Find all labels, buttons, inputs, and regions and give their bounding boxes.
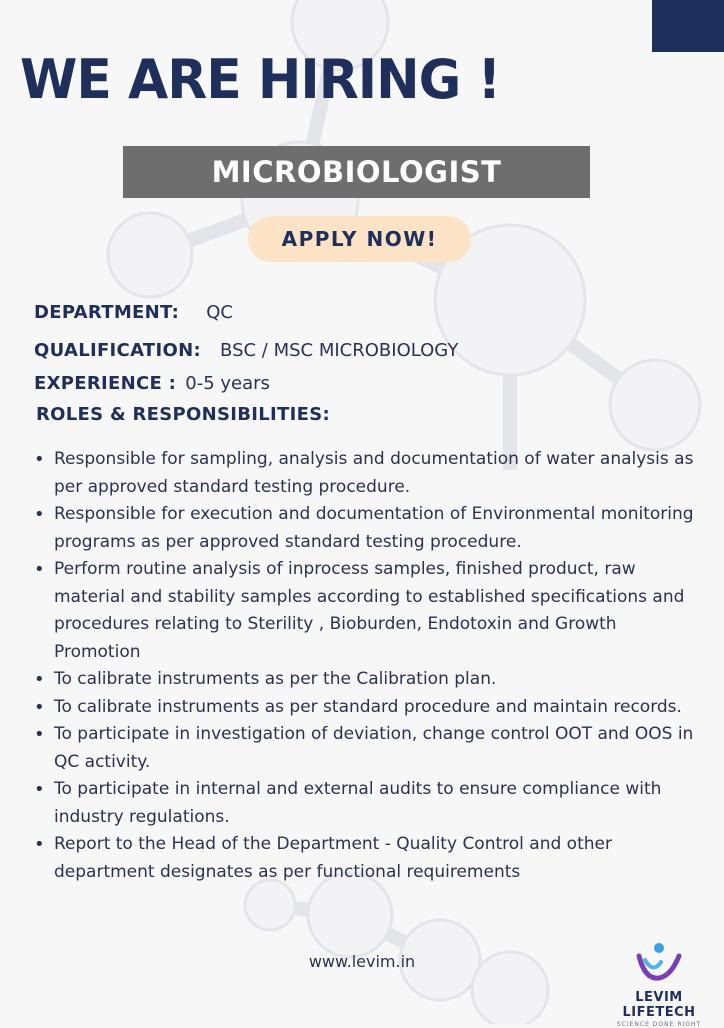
company-logo bbox=[600, 940, 718, 1028]
experience-value: 0-5 years bbox=[185, 373, 270, 394]
list-item: • Report to the Head of the Department - Quality Control and other department designates as per functional requirements bbox=[24, 831, 704, 886]
qualification-value: BSC / MSC MICROBIOLOGY bbox=[220, 340, 459, 361]
job-title: MICROBIOLOGIST bbox=[211, 155, 502, 189]
corner-accent-block bbox=[652, 0, 724, 52]
experience-label: EXPERIENCE : bbox=[34, 373, 177, 394]
website-link[interactable]: www.levim.in bbox=[308, 952, 416, 971]
job-title-banner bbox=[123, 146, 590, 198]
apply-now-button[interactable] bbox=[248, 216, 471, 262]
list-item: • Perform routine analysis of inprocess samples, finished product, raw material and stability samples according to established specifications and procedures relating to Sterility , Bioburden, Endotoxin and Growth Promotion bbox=[24, 556, 704, 666]
apply-now-label: APPLY NOW! bbox=[281, 227, 438, 251]
list-item: • To participate in investigation of deviation, change control OOT and OOS in QC activity. bbox=[24, 721, 704, 776]
logo-tagline: SCIENCE DONE RIGHT bbox=[616, 1021, 702, 1028]
qualification-label: QUALIFICATION: bbox=[34, 340, 201, 361]
roles-heading: ROLES & RESPONSIBILITIES: bbox=[36, 404, 330, 425]
list-item: • To participate in internal and external audits to ensure compliance with industry regulations. bbox=[24, 776, 704, 831]
list-item: • Responsible for sampling, analysis and documentation of water analysis as per approved standard testing procedure. bbox=[24, 446, 704, 501]
department-row bbox=[34, 302, 233, 323]
hiring-headline: WE ARE HIRING ! bbox=[20, 48, 501, 112]
department-value: QC bbox=[206, 302, 233, 323]
department-label: DEPARTMENT: bbox=[34, 302, 180, 323]
experience-row bbox=[34, 373, 270, 394]
list-item: • Responsible for execution and documentation of Environmental monitoring programs as per approved standard testing procedure. bbox=[24, 501, 704, 556]
qualification-row bbox=[34, 340, 458, 361]
levim-logo-icon bbox=[631, 940, 687, 988]
list-item: • To calibrate instruments as per standard procedure and maintain records. bbox=[24, 694, 704, 722]
logo-wordmark: LEVIM LIFETECH bbox=[622, 990, 696, 1020]
responsibilities-list bbox=[24, 446, 704, 886]
list-item: • To calibrate instruments as per the Calibration plan. bbox=[24, 666, 704, 694]
